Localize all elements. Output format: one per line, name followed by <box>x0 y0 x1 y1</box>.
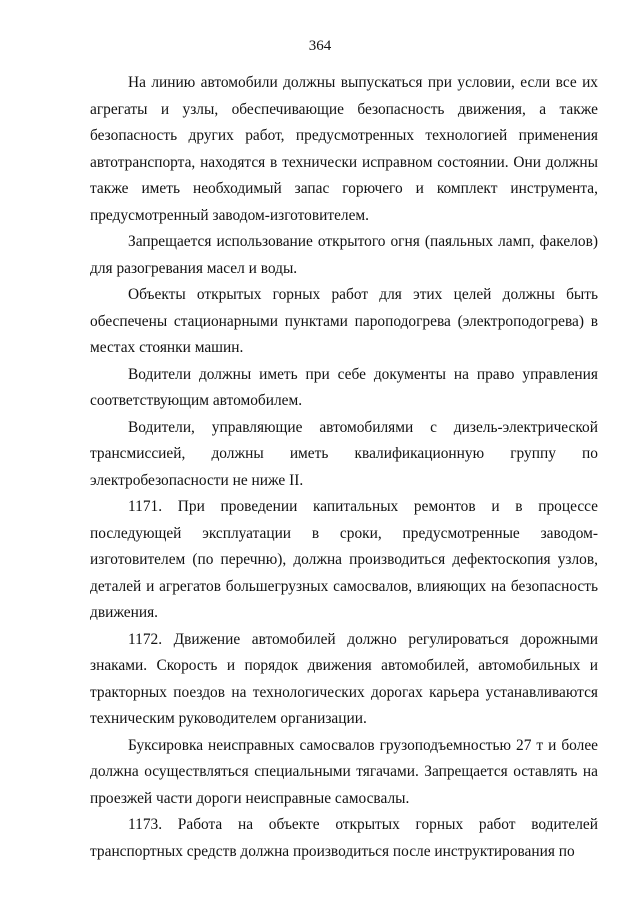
page-number: 364 <box>308 38 332 54</box>
paragraph-1173-driver-briefing: 1173. Работа на объекте открытых горных работ водителей транспортных средств должна производиться после инструктирования по <box>90 816 598 860</box>
paragraph-diesel-electric-drivers: Водители, управляющие автомобилями с дизель-электрической трансмиссией, должны иметь квалификационную группу по электробезопасности не ниже II. <box>90 418 598 489</box>
paragraph-steam-heating-points: Объекты открытых горных работ для этих целей должны быть обеспечены стационарными пунктами пароподогрева (электроподогрева) в местах стоянки машин. <box>90 286 598 356</box>
paragraph-open-fire-prohibition: Запрещается использование открытого огня (паяльных ламп, факелов) для разогревания масел и воды. <box>90 233 598 277</box>
paragraph-vehicle-release-conditions: На линию автомобили должны выпускаться при условии, если все их агрегаты и узлы, обеспечивающие безопасность движения, а также безопасность других работ, предусмотренных технологией применения автотранспорта, находятся в технически исправном состоянии. Они должны также иметь необходимый запас горючего и комплект инструмента, предусмотренный заводом-изготовителем. <box>90 74 598 224</box>
paragraph-towing-dump-trucks: Буксировка неисправных самосвалов грузоподъемностью 27 т и более должна осуществляться специальными тягачами. Запрещается оставлять на проезжей части дороги неисправные самосвалы. <box>90 736 598 807</box>
document-body <box>90 70 598 865</box>
paragraph-1172-traffic-regulation: 1172. Движение автомобилей должно регулироваться дорожными знаками. Скорость и порядок движения автомобилей, автомобильных и тракторных поездов на технологических дорогах карьера устанавливаются техническим руководителем организации. <box>90 630 598 727</box>
paragraph-driver-documents: Водители должны иметь при себе документы на право управления соответствующим автомобилем. <box>90 365 598 409</box>
paragraph-1171-flaw-detection: 1171. При проведении капитальных ремонтов и в процессе последующей эксплуатации в сроки, предусмотренные заводом-изготовителем (по перечню), должна производиться дефектоскопия узлов, деталей и агрегатов большегрузных самосвалов, влияющих на безопасность движения. <box>90 498 598 621</box>
